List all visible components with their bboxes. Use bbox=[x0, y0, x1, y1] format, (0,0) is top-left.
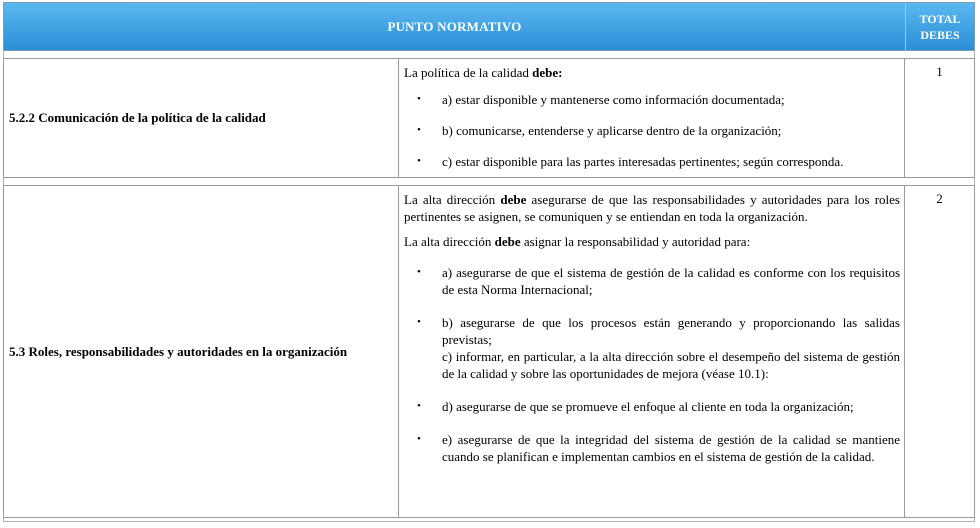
bullet-icon: • bbox=[417, 93, 421, 105]
list-item-text: b) comunicarse, entenderse y aplicarse dentro de la organización; bbox=[442, 123, 782, 138]
list-item-text: e) asegurarse de que la integridad del sistema de gestión de la calidad se mantiene cuando se planifican e implementan cambios en el sistema de gestión de la calidad. bbox=[442, 432, 900, 464]
bullet-icon: • bbox=[417, 400, 421, 412]
bullet-icon: • bbox=[417, 266, 421, 278]
list-item bbox=[404, 314, 900, 382]
clause-cell: 5.3 Roles, responsabilidades y autoridades en la organización bbox=[4, 186, 399, 517]
normative-table bbox=[3, 2, 975, 522]
paragraph-text: La alta dirección bbox=[404, 192, 501, 207]
list-item bbox=[404, 264, 900, 298]
list-item bbox=[404, 153, 900, 170]
bullet-icon: • bbox=[417, 155, 421, 167]
list-item bbox=[404, 122, 900, 139]
row-gap bbox=[3, 51, 975, 58]
intro-text: La política de la calidad bbox=[404, 65, 533, 80]
table-bottom-edge bbox=[3, 518, 975, 522]
table-header bbox=[3, 2, 975, 51]
header-total-line1: TOTAL bbox=[919, 11, 961, 26]
requirement-paragraph bbox=[404, 191, 900, 225]
paragraph-text: asignar la responsabilidad y autoridad para: bbox=[520, 234, 751, 249]
bullet-icon: • bbox=[417, 124, 421, 136]
header-total-debes bbox=[906, 3, 974, 50]
list-item-text: a) estar disponible y mantenerse como información documentada; bbox=[442, 92, 785, 107]
list-item-text: c) informar, en particular, a la alta dirección sobre el desempeño del sistema de gestión de la calidad y sobre las oportunidades de mejora (véase 10.1): bbox=[442, 349, 900, 381]
header-punto-normativo: PUNTO NORMATIVO bbox=[4, 3, 906, 50]
paragraph-keyword: debe bbox=[500, 192, 527, 207]
list-item bbox=[404, 91, 900, 108]
paragraph-keyword: debe bbox=[494, 234, 521, 249]
total-cell: 2 bbox=[936, 191, 943, 206]
list-item bbox=[404, 398, 900, 415]
row-gap bbox=[3, 178, 975, 185]
list-item bbox=[404, 431, 900, 465]
clause-cell: 5.2.2 Comunicación de la política de la calidad bbox=[4, 59, 399, 177]
requirement-cell bbox=[399, 59, 905, 177]
paragraph-text: La alta dirección bbox=[404, 234, 495, 249]
list-item-text: b) asegurarse de que los procesos están generando y proporcionando las salidas previstas; bbox=[442, 315, 900, 347]
bullet-icon: • bbox=[417, 433, 421, 445]
list-item-text: a) asegurarse de que el sistema de gestión de la calidad es conforme con los requisitos de esta Norma Internacional; bbox=[442, 265, 900, 297]
total-cell: 1 bbox=[936, 64, 943, 79]
header-total-line2: DEBES bbox=[920, 27, 960, 42]
list-item-text: c) estar disponible para las partes interesadas pertinentes; según corresponda. bbox=[442, 154, 844, 169]
table-row bbox=[3, 185, 975, 518]
list-item-text: d) asegurarse de que se promueve el enfoque al cliente en toda la organización; bbox=[442, 399, 854, 414]
requirement-list bbox=[404, 91, 900, 170]
intro-keyword: debe: bbox=[532, 65, 563, 80]
requirement-intro bbox=[404, 64, 900, 81]
requirement-cell bbox=[399, 186, 905, 517]
requirement-paragraph bbox=[404, 233, 900, 250]
requirement-list bbox=[404, 264, 900, 465]
bullet-icon: • bbox=[417, 316, 421, 328]
table-row bbox=[3, 58, 975, 178]
paragraph-text: asegurarse de que las responsabilidades y autoridades para los roles pertinentes se asignen, se comuniquen y se entiendan en toda la organización. bbox=[404, 192, 900, 224]
